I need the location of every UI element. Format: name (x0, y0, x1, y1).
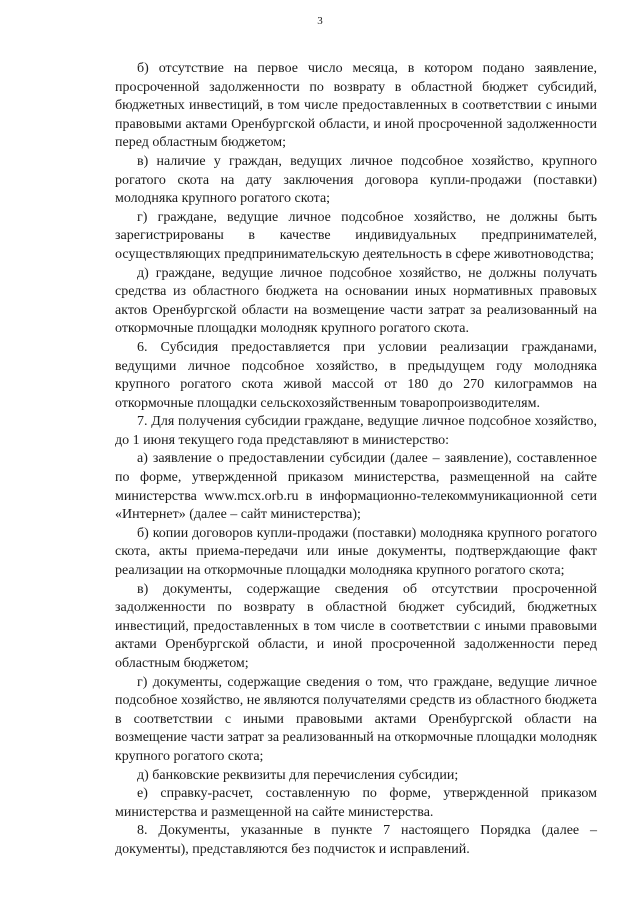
paragraph-8: 8. Документы, указанные в пункте 7 настоящего Порядка (далее – документы), представляются без подчисток и исправлений. (115, 823, 597, 857)
paragraph-7a: а) заявление о предоставлении субсидии (далее – заявление), составленное по форме, утвержденной приказом министерства, размещенной на сайте министерства www.mcx.orb.ru в информационно-телекоммуникационной сети «Интернет» (далее – сайт министерства); (115, 451, 597, 523)
paragraph-5b: б) отсутствие на первое число месяца, в котором подано заявление, просроченной задолженности по возврату в областной бюджет субсидий, бюджетных инвестиций, в том числе предоставленных в соответствии с иными правовыми актами Оренбургской области, и иной просроченной задолженности перед областным бюджетом; (115, 61, 597, 151)
paragraph-7d: д) банковские реквизиты для перечисления субсидии; (137, 767, 459, 783)
paragraph-7b: б) копии договоров купли-продажи (поставки) молодняка крупного рогатого скота, акты приема-передачи или иные документы, подтверждающие факт реализации на откормочные площадки молодняка крупного рогатого скота; (115, 525, 597, 579)
page-number: 3 (317, 15, 323, 27)
paragraph-7e: е) справку-расчет, составленную по форме, утвержденной приказом министерства и размещенной на сайте министерства. (115, 786, 597, 820)
paragraph-7: 7. Для получения субсидии граждане, ведущие личное подсобное хозяйство, до 1 июня текущего года представляют в министерство: (115, 414, 597, 448)
paragraph-7g: г) документы, содержащие сведения о том, что граждане, ведущие личное подсобное хозяйство, не являются получателями средств из областного бюджета в соответствии с иными правовыми актами Оренбургской области на возмещение части затрат за реализованный на откормочные площадки молодняк крупного рогатого скота; (115, 674, 597, 764)
paragraph-5g: г) граждане, ведущие личное подсобное хозяйство, не должны быть зарегистрированы в качестве индивидуальных предпринимателей, осуществляющих предпринимательскую деятельность в сфере животноводства; (115, 209, 597, 262)
document-body (115, 60, 597, 860)
paragraph-5d: д) граждане, ведущие личное подсобное хозяйство, не должны получать средства из областного бюджета на основании иных нормативных правовых актов Оренбургской области на возмещение части затрат за реализованный на откормочные площадки молодняк крупного рогатого скота. (115, 265, 597, 337)
paragraph-5v: в) наличие у граждан, ведущих личное подсобное хозяйство, крупного рогатого скота на дату заключения договора купли-продажи (поставки) молодняка крупного рогатого скота; (115, 153, 597, 207)
paragraph-6: 6. Субсидия предоставляется при условии реализации гражданами, ведущими личное подсобное хозяйство, в предыдущем году молодняка крупного рогатого скота живой массой от 180 до 270 килограммов на откормочные площадки сельскохозяйственным товаропроизводителям. (115, 339, 597, 411)
paragraph-7v: в) документы, содержащие сведения об отсутствии просроченной задолженности по возврату в областной бюджет субсидий, бюджетных инвестиций, предоставленных в том числе в соответствии с иными правовыми актами Оренбургской области, и иной просроченной задолженности перед областным бюджетом; (115, 581, 597, 671)
